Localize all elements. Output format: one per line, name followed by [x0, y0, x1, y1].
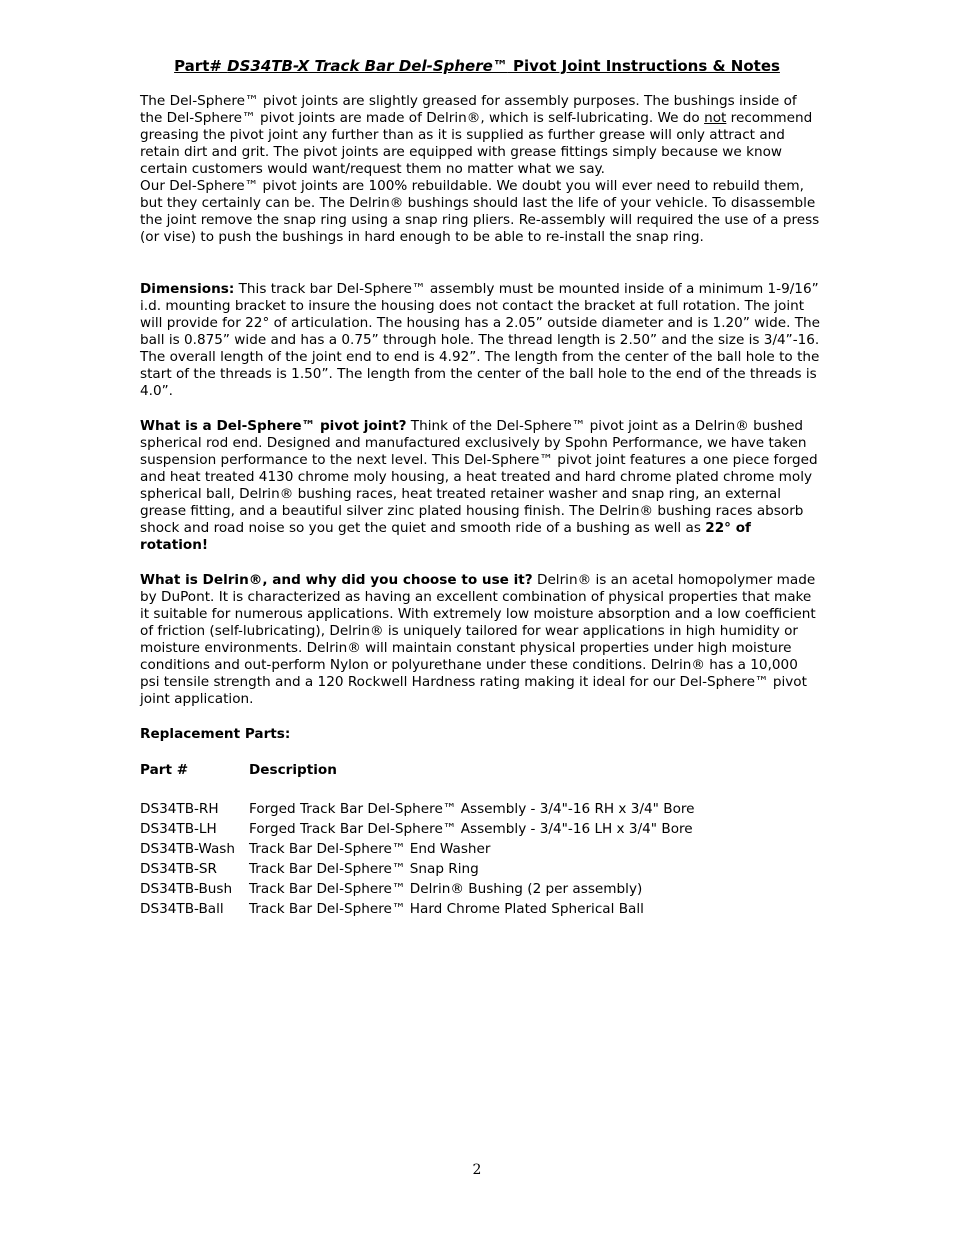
- table-row: [140, 859, 479, 879]
- table-row: [140, 899, 644, 919]
- row-part-number: DS34TB-Ball: [140, 901, 224, 917]
- title-prefix: Part#: [174, 57, 228, 75]
- title-suffix: Pivot Joint Instructions & Notes: [507, 57, 780, 75]
- row-part-number: DS34TB-RH: [140, 801, 219, 817]
- intro-underlined-not: not: [704, 110, 727, 126]
- replacement-heading-text: Replacement Parts:: [140, 726, 291, 742]
- row-description: Forged Track Bar Del-Sphere™ Assembly - 3/4"-16 RH x 3/4" Bore: [249, 801, 695, 817]
- col-desc-header: Description: [249, 762, 337, 778]
- page-number: 2: [472, 1162, 482, 1178]
- what-is-text: Think of the Del-Sphere™ pivot joint as a Delrin® bushed spherical rod end. Designed and manufactured exclusively by Spohn Performance, we have taken suspension performance to the next level. This Del-Sphere™ pivot joint features a one piece forged and heat treated 4130 chrome moly housing, a heat treated and hard chrome plated chrome moly spherical ball, Delrin® bushing races, heat treated retainer washer and snap ring, an external grease fitting, and a beautiful silver zinc plated housing finish. The Delrin® bushing races absorb shock and road noise so you get the quiet and smooth ride of a bushing as well as: [140, 418, 818, 536]
- table-row: [140, 839, 490, 859]
- page-title: [140, 57, 814, 75]
- dimensions-text: This track bar Del-Sphere™ assembly must be mounted inside of a minimum 1-9/16” i.d. mounting bracket to insure the housing does not contact the bracket at full rotation. The joint will provide for 22° of articulation. The housing has a 2.05” outside diameter and is 1.20” wide. The ball is 0.875” wide and has a 0.75” through hole. The thread length is 2.50” and the size is 3/4”-16. The overall length of the joint end to end is 4.92”. The length from the center of the ball hole to the start of the threads is 1.50”. The length from the center of the ball hole to the end of the threads is 4.0”.: [140, 281, 820, 399]
- row-description: Track Bar Del-Sphere™ End Washer: [249, 841, 491, 857]
- delrin-label: What is Delrin®, and why did you choose to use it?: [140, 572, 533, 588]
- row-description: Forged Track Bar Del-Sphere™ Assembly - 3/4"-16 LH x 3/4" Bore: [249, 821, 693, 837]
- dimensions-paragraph: [140, 281, 820, 400]
- rebuild-paragraph: [140, 178, 820, 246]
- row-part-number: DS34TB-LH: [140, 821, 217, 837]
- intro-paragraph: [140, 93, 820, 178]
- rebuild-text: Our Del-Sphere™ pivot joints are 100% rebuildable. We doubt you will ever need to rebuild them, but they certainly can be. The Delrin® bushings should last the life of your vehicle. To disassemble the joint remove the snap ring using a snap ring pliers. Re-assembly will required the use of a press (or vise) to push the bushings in hard enough to be able to re-install the snap ring.: [140, 178, 820, 245]
- dimensions-label: Dimensions:: [140, 281, 235, 297]
- parts-table-header: [140, 760, 337, 780]
- title-part-number: DS34TB-X Track Bar Del-Sphere™: [227, 57, 508, 75]
- what-is-bold-end: 22° of rotation!: [140, 520, 751, 553]
- intro-text-b: recommend greasing the pivot joint any further than as it is supplied as further grease will only attract and retain dirt and grit. The pivot joints are equipped with grease fittings simply because we know certain customers would want/request them no matter what we say.: [140, 110, 813, 177]
- table-row: [140, 799, 695, 819]
- what-is-paragraph: [140, 418, 820, 554]
- delrin-text: Delrin® is an acetal homopolymer made by DuPont. It is characterized as having an excellent combination of physical properties that make it suitable for numerous applications. With extremely low moisture absorption and a low coefficient of friction (self-lubricating), Delrin® is uniquely tailored for wear applications in high humidity or moisture environments. Delrin® will maintain constant physical properties under high moisture conditions and out-perform Nylon or polyurethane under these conditions. Delrin® has a 10,000 psi tensile strength and a 120 Rockwell Hardness rating making it ideal for our Del-Sphere™ pivot joint application.: [140, 572, 816, 707]
- replacement-heading: [140, 726, 820, 743]
- intro-text-a: The Del-Sphere™ pivot joints are slightly greased for assembly purposes. The bushings inside of the Del-Sphere™ pivot joints are made of Delrin®, which is self-lubricating. We do: [140, 93, 797, 126]
- row-description: Track Bar Del-Sphere™ Hard Chrome Plated Spherical Ball: [249, 901, 644, 917]
- delrin-paragraph: [140, 572, 820, 708]
- what-is-label: What is a Del-Sphere™ pivot joint?: [140, 418, 407, 434]
- row-part-number: DS34TB-Bush: [140, 881, 233, 897]
- row-part-number: DS34TB-SR: [140, 861, 218, 877]
- table-row: [140, 879, 642, 899]
- row-part-number: DS34TB-Wash: [140, 841, 235, 857]
- row-description: Track Bar Del-Sphere™ Delrin® Bushing (2 per assembly): [249, 881, 643, 897]
- col-part-header: Part #: [140, 762, 189, 778]
- table-row: [140, 819, 693, 839]
- row-description: Track Bar Del-Sphere™ Snap Ring: [249, 861, 479, 877]
